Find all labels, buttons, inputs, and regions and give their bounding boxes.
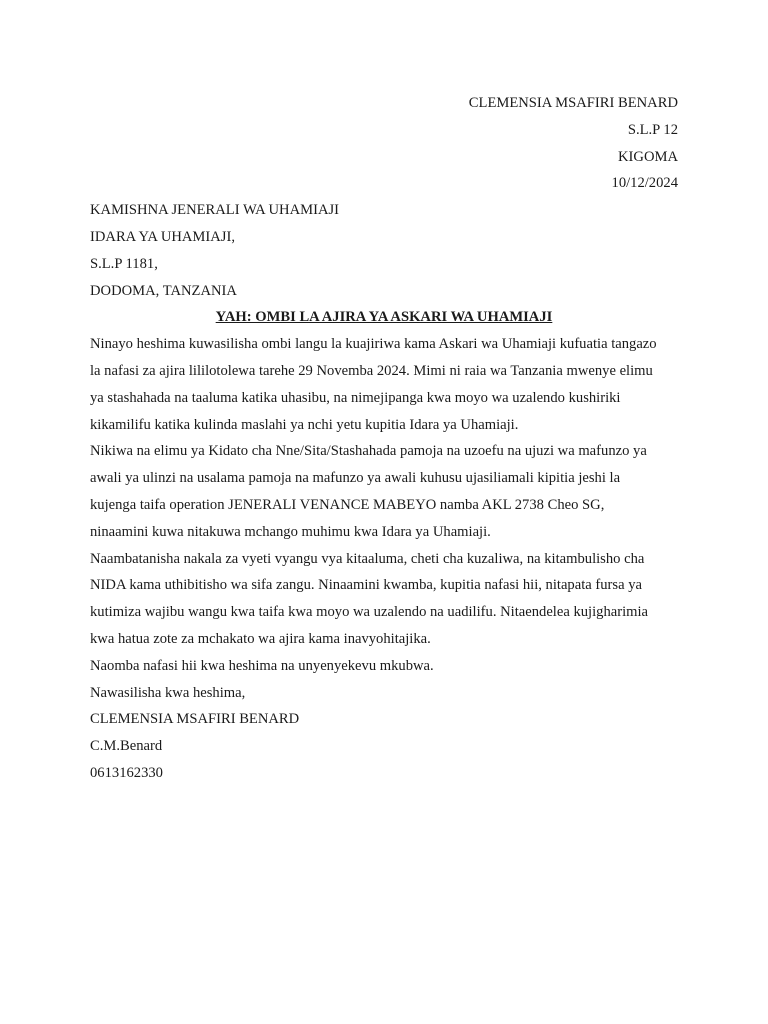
recipient-block (90, 197, 678, 304)
paragraph-line: Ninayo heshima kuwasilisha ombi langu la kuajiriwa kama Askari wa Uhamiaji kufuatia tangazo (90, 336, 657, 353)
letter-date: 10/12/2024 (611, 175, 678, 192)
paragraph-line: kujenga taifa operation JENERALI VENANCE MABEYO namba AKL 2738 Cheo SG, (90, 496, 605, 513)
signature: C.M.Benard (90, 738, 163, 755)
sender-city: KIGOMA (618, 148, 678, 165)
request-line: Naomba nafasi hii kwa heshima na unyenyekevu mkubwa. (90, 657, 434, 674)
paragraph-line: la nafasi za ajira lililotolewa tarehe 29 Novemba 2024. Mimi ni raia wa Tanzania mwenye elimu (90, 362, 653, 379)
sender-address: S.L.P 12 (627, 121, 678, 138)
paragraph-line: ya stashahada na taaluma katika uhasibu, na nimejipanga kwa moyo wa uzalendo kushiriki (90, 389, 621, 406)
recipient-address: S.L.P 1181, (90, 255, 158, 272)
letter-subject: YAH: OMBI LA AJIRA YA ASKARI WA UHAMIAJI (215, 309, 553, 326)
paragraph-line: awali ya ulinzi na usalama pamoja na mafunzo ya awali kuhusu ujasiliamali kipitia jeshi la (90, 470, 621, 487)
paragraph-line: NIDA kama uthibitisho wa sifa zangu. Ninaamini kwamba, kupitia nafasi hii, nitapata fursa ya (90, 577, 642, 594)
paragraph-line: Naambatanisha nakala za vyeti vyangu vya kitaaluma, cheti cha kuzaliwa, na kitambulisho cha (90, 550, 645, 567)
paragraph-line: kwa hatua zote za mchakato wa ajira kama inavyohitajika. (90, 630, 431, 647)
body-paragraph-3 (90, 546, 678, 653)
phone-number: 0613162330 (90, 764, 163, 781)
paragraph-line: Nikiwa na elimu ya Kidato cha Nne/Sita/Stashahada pamoja na uzoefu na ujuzi wa mafunzo ya (90, 443, 647, 460)
paragraph-line: kutimiza wajibu wangu kwa taifa kwa moyo wa uzalendo na uadilifu. Nitaendelea kujigharimia (90, 604, 649, 621)
letter-page (90, 90, 678, 787)
paragraph-line: kikamilifu katika kulinda maslahi ya nchi yetu kupitia Idara ya Uhamiaji. (90, 416, 519, 433)
sender-name: CLEMENSIA MSAFIRI BENARD (468, 95, 678, 111)
body-paragraph-2 (90, 438, 678, 545)
paragraph-line: ninaamini kuwa nitakuwa mchango muhimu kwa Idara ya Uhamiaji. (90, 523, 491, 540)
recipient-title: KAMISHNA JENERALI WA UHAMIAJI (90, 202, 340, 219)
closing-block (90, 680, 678, 787)
sender-block (90, 90, 678, 197)
recipient-city: DODOMA, TANZANIA (90, 282, 237, 299)
closing-name: CLEMENSIA MSAFIRI BENARD (90, 711, 300, 728)
recipient-department: IDARA YA UHAMIAJI, (90, 228, 235, 245)
body-paragraph-1 (90, 331, 678, 438)
closing-salutation: Nawasilisha kwa heshima, (90, 684, 246, 701)
